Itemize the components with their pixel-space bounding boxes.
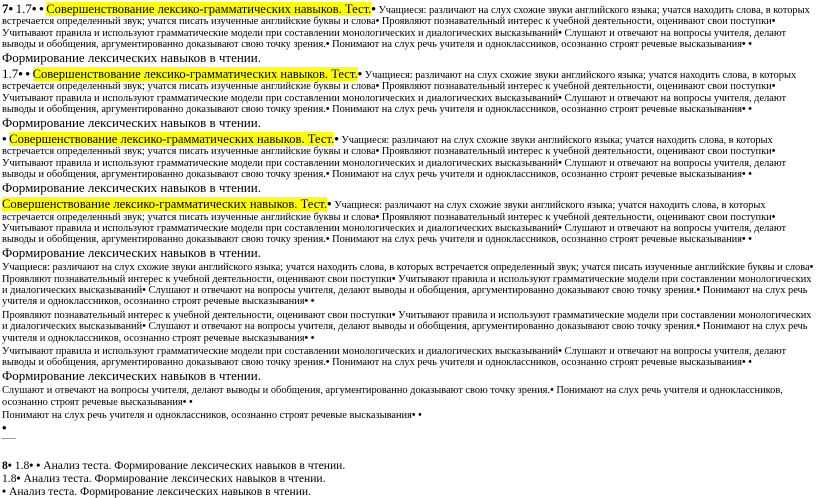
lesson-block-7: Учитывают правила и используют грамматические модели при составлении монологических и диалогических высказываний• Слушают и отвечают на вопросы учителя, делают выводы и обобщения, аргументированно доказывают свою точку зрения.• Понимают на слух речь учителя и одноклассников, осознанно строят речевые высказывания• • Формирование лексических навыков в чтении. xyxy=(2,345,787,383)
lesson-row-8-3: • Анализ теста. Формирование лексических навыков в чтении. xyxy=(2,484,312,498)
lesson-block-4: Совершенствование лексико-грамматических навыков. Тест.• Учащиеся: различают на слух схожие звуки английского языка; учатся находить слова, в которых встречается определенный звук; учатся писать изученные английские буквы и слова• Проявляют познавательный интерес к учебной деятельности, оценивают свои поступки• Учитывают правила и используют грамматические модели при составлении монологических и диалогических высказываний• Слушают и отвечают на вопросы учителя, делают выводы и обобщения, аргументированно доказывают свою точку зрения.• Понимают на слух речь учителя и одноклассников, осознанно строят речевые высказывания• • Формирование лексических навыков в чтении. xyxy=(2,196,787,260)
topic-highlight: Совершенствование лексико-грамматических навыков. Тест. xyxy=(2,197,328,212)
item-number: 1.7 xyxy=(2,66,19,82)
outcome-listening: Понимают на слух речь учителя и одноклассников, осознанно строят речевые высказывания xyxy=(332,39,742,51)
lesson-block-6: Проявляют познавательный интерес к учебной деятельности, оценивают свои поступки• Учитывают правила и используют грамматические модели при составлении монологических и диалогических высказываний• Слушают и отвечают на вопросы учителя, делают выводы и обобщения, аргументированно доказывают свою точку зрения.• Понимают на слух речь учителя и одноклассников, осознанно строят речевые высказывания• • xyxy=(2,309,812,344)
lesson-block-1: 7• 1.7• • Совершенствование лексико-грамматических навыков. Тест.• Учащиеся: различают на слух схожие звуки английского языка; учатся находить слова, в которых встречается определенный звук; учатся писать изученные английские буквы и слова• Проявляют познавательный интерес к учебной деятельности, оценивают свои поступки• Учитывают правила и используют грамматические модели при составлении монологических и диалогических высказываний• Слушают и отвечают на вопросы учителя, делают выводы и обобщения, аргументированно доказывают свою точку зрения.• Понимают на слух речь учителя и одноклассников, осознанно строят речевые высказывания• • Формирование лексических навыков в чтении. xyxy=(2,1,810,65)
outcome-answers: Слушают и отвечают на вопросы учителя, делают выводы и обобщения, аргументированно доказывают свою точку зрения. xyxy=(2,27,787,51)
outcomes-text: Учащиеся: различают на слух схожие звуки английского языка; учатся находить слова, в которых встречается определенный звук; учатся писать изученные английские буквы и слова xyxy=(2,5,810,28)
row-number-8: 8 xyxy=(2,458,8,472)
lesson-block-9: Понимают на слух речь учителя и одноклассников, осознанно строят речевые высказывания• • • xyxy=(2,410,422,436)
topic-highlight: Совершенствование лексико-грамматических навыков. Тест. xyxy=(32,67,358,82)
topic-highlight: Совершенствование лексико-грамматических навыков. Тест. xyxy=(9,132,335,147)
lesson-row-8: 8• 1.8• • Анализ теста. Формирование лексических навыков в чтении. xyxy=(2,458,346,472)
lesson-row-8-2: 1.8• Анализ теста. Формирование лексических навыков в чтении. xyxy=(2,471,326,485)
outcome-interest: Проявляют познавательный интерес к учебной деятельности, оценивают свои поступки xyxy=(381,16,772,28)
lesson-block-2: 1.7• • Совершенствование лексико-грамматических навыков. Тест.• Учащиеся: различают на слух схожие звуки английского языка; учатся находить слова, в которых встречается определенный звук; учатся писать изученные английские буквы и слова• Проявляют познавательный интерес к учебной деятельности, оценивают свои поступки• Учитывают правила и используют грамматические модели при составлении монологических и диалогических высказываний• Слушают и отвечают на вопросы учителя, делают выводы и обобщения, аргументированно доказывают свою точку зрения.• Понимают на слух речь учителя и одноклассников, осознанно строят речевые высказывания• • Формирование лексических навыков в чтении. xyxy=(2,66,797,130)
topic-highlight: Совершенствование лексико-грамматических навыков. Тест. xyxy=(46,2,372,16)
bullet: • xyxy=(8,1,14,16)
outcome-grammar: Учитывают правила и используют грамматические модели при составлении монологических и диалогических высказываний xyxy=(2,27,559,39)
lesson-block-5: Учащиеся: различают на слух схожие звуки английского языка; учатся находить слова, в которых встречается определенный звук; учатся писать изученные английские буквы и слова• Проявляют познавательный интерес к учебной деятельности, оценивают свои поступки• Учитывают правила и используют грамматические модели при составлении монологических и диалогических высказываний• Слушают и отвечают на вопросы учителя, делают выводы и обобщения, аргументированно доказывают свою точку зрения.• Понимают на слух речь учителя и одноклассников, осознанно строят речевые высказывания• • xyxy=(2,262,814,308)
formation-text: Формирование лексических навыков в чтении. xyxy=(2,49,261,65)
analysis-text: Анализ теста. Формирование лексических навыков в чтении. xyxy=(43,458,346,472)
item-number: 1.7 xyxy=(15,1,32,16)
lesson-block-8: Слушают и отвечают на вопросы учителя, делают выводы и обобщения, аргументированно доказывают свою точку зрения.• Понимают на слух речь учителя и одноклассников, осознанно строят речевые высказывания• • xyxy=(2,385,783,408)
item-number: 1.8 xyxy=(2,471,17,485)
lesson-block-3: • Совершенствование лексико-грамматических навыков. Тест.• Учащиеся: различают на слух схожие звуки английского языка; учатся находить слова, в которых встречается определенный звук; учатся писать изученные английские буквы и слова• Проявляют познавательный интерес к учебной деятельности, оценивают свои поступки• Учитывают правила и используют грамматические модели при составлении монологических и диалогических высказываний• Слушают и отвечают на вопросы учителя, делают выводы и обобщения, аргументированно доказывают свою точку зрения.• Понимают на слух речь учителя и одноклассников, осознанно строят речевые высказывания• • Формирование лексических навыков в чтении. xyxy=(2,131,787,195)
item-number: 1.8 xyxy=(14,458,30,472)
row-number-7: 7 xyxy=(2,1,9,16)
